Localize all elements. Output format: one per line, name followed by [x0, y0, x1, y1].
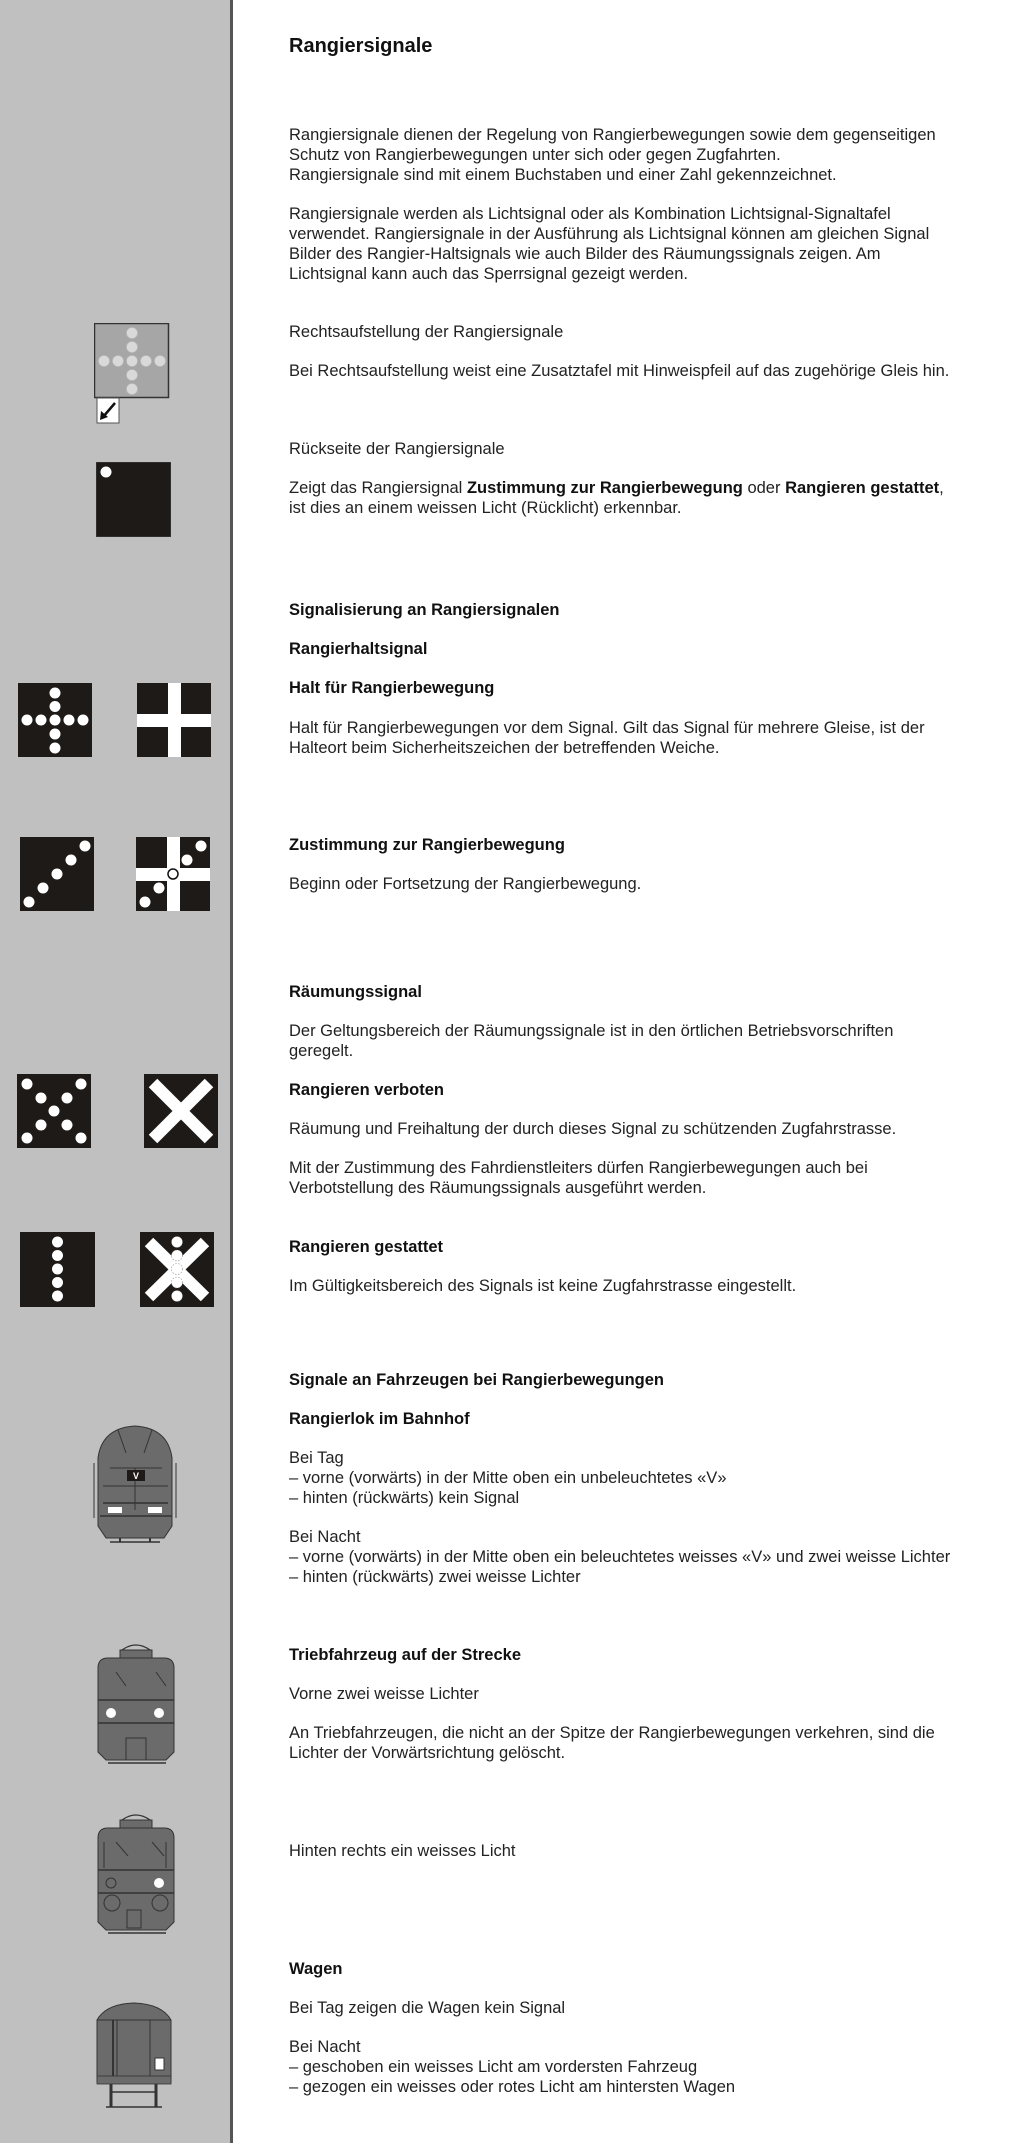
rechtsaufstellung-body: Bei Rechtsaufstellung weist eine Zusatztafel mit Hinweispfeil auf das zugehörige Gleis hin. — [289, 362, 950, 380]
rangierlok-nacht-label: Bei Nacht — [289, 1528, 361, 1546]
gestattet-body: Im Gültigkeitsbereich des Signals ist keine Zugfahrstrasse eingestellt. — [289, 1277, 797, 1295]
rangierlok-tag-label: Bei Tag — [289, 1449, 344, 1467]
rueckseite-signal-icon — [96, 462, 171, 537]
wagen-nacht-item: – gezogen ein weisses oder rotes Licht am hintersten Wagen — [289, 2078, 736, 2096]
fahrzeuge-heading: Signale an Fahrzeugen bei Rangierbewegungen — [289, 1371, 664, 1389]
text: Zeigt das Rangiersignal — [289, 479, 467, 497]
rangierlok-heading: Rangierlok im Bahnhof — [289, 1410, 470, 1428]
rangierhaltsignal-heading: Rangierhaltsignal — [289, 640, 428, 658]
halt-body: Halt für Rangierbewegungen vor dem Signal. Gilt das Signal für mehrere Gleise, ist der — [289, 719, 925, 737]
halt-light-signal-icon — [18, 683, 92, 757]
gestattet-heading: Rangieren gestattet — [289, 1238, 444, 1256]
halt-board-signal-icon — [137, 683, 211, 757]
intro-line: verwendet. Rangiersignale in der Ausführung als Lichtsignal können am gleichen Signal — [289, 225, 930, 243]
zustimmung-body: Beginn oder Fortsetzung der Rangierbewegung. — [289, 875, 642, 893]
rueckseite-body — [289, 478, 944, 498]
text: oder — [742, 479, 786, 497]
rangierlok-nacht-item: – hinten (rückwärts) zwei weisse Lichter — [289, 1568, 581, 1586]
wagen-heading: Wagen — [289, 1960, 343, 1978]
verboten-body: Verbotstellung des Räumungssignals ausgeführt werden. — [289, 1179, 707, 1197]
verboten-body: Mit der Zustimmung des Fahrdienstleiters dürfen Rangierbewegungen auch bei — [289, 1159, 868, 1177]
intro-line: Rangiersignale sind mit einem Buchstaben und einer Zahl gekennzeichnet. — [289, 166, 837, 184]
gestattet-combined-signal-icon — [140, 1232, 214, 1307]
wagen-nacht-label: Bei Nacht — [289, 2038, 361, 2056]
signalisierung-heading: Signalisierung an Rangiersignalen — [289, 601, 560, 619]
rangierlok-front-icon — [88, 1418, 182, 1550]
verboten-light-signal-icon — [17, 1074, 91, 1148]
v-sign-label: V — [132, 1471, 140, 1481]
text: , — [939, 479, 944, 497]
bold-term: Zustimmung zur Rangierbewegung — [466, 479, 743, 497]
verboten-heading: Rangieren verboten — [289, 1081, 444, 1099]
page-title: Rangiersignale — [289, 35, 433, 57]
triebfahrzeug-heading: Triebfahrzeug auf der Strecke — [289, 1646, 521, 1664]
rangierlok-nacht-item: – vorne (vorwärts) in der Mitte oben ein beleuchtetes weisses «V» und zwei weisse Lichter — [289, 1548, 951, 1566]
verboten-body: Räumung und Freihaltung der durch dieses Signal zu schützenden Zugfahrstrasse. — [289, 1120, 897, 1138]
rechtsaufstellung-signal-icon — [94, 323, 170, 425]
rangierlok-tag-item: – hinten (rückwärts) kein Signal — [289, 1489, 520, 1507]
rangierlok-tag-item: – vorne (vorwärts) in der Mitte oben ein unbeleuchtetes «V» — [289, 1469, 727, 1487]
raeumung-heading: Räumungssignal — [289, 983, 422, 1001]
rechtsaufstellung-heading: Rechtsaufstellung der Rangiersignale — [289, 323, 564, 341]
wagen-tag: Bei Tag zeigen die Wagen kein Signal — [289, 1999, 566, 2017]
raeumung-body: Der Geltungsbereich der Räumungssignale ist in den örtlichen Betriebsvorschriften — [289, 1022, 894, 1040]
triebfahrzeug-front-icon — [90, 1640, 182, 1768]
triebfahrzeug-body: Vorne zwei weisse Lichter — [289, 1685, 479, 1703]
intro-line: Rangiersignale werden als Lichtsignal oder als Kombination Lichtsignal-Signaltafel — [289, 205, 891, 223]
intro-line: Rangiersignale dienen der Regelung von Rangierbewegungen sowie dem gegenseitigen — [289, 126, 936, 144]
wagen-icon — [96, 2000, 172, 2108]
triebfahrzeug-rear-icon — [90, 1810, 182, 1938]
wagen-nacht-item: – geschoben ein weisses Licht am vordersten Fahrzeug — [289, 2058, 698, 2076]
triebfahrzeug-body: An Triebfahrzeugen, die nicht an der Spitze der Rangierbewegungen verkehren, sind die — [289, 1724, 935, 1742]
halt-heading: Halt für Rangierbewegung — [289, 679, 495, 697]
triebfahrzeug-hinten: Hinten rechts ein weisses Licht — [289, 1842, 516, 1860]
rueckseite-body-line2: ist dies an einem weissen Licht (Rücklicht) erkennbar. — [289, 499, 682, 517]
zustimmung-heading: Zustimmung zur Rangierbewegung — [289, 836, 565, 854]
verboten-board-signal-icon — [144, 1074, 218, 1148]
intro-line: Bilder des Rangier-Haltsignals wie auch Bilder des Räumungssignals zeigen. Am — [289, 245, 881, 263]
zustimmung-light-signal-icon — [20, 837, 94, 911]
intro-line: Lichtsignal kann auch das Sperrsignal gezeigt werden. — [289, 265, 688, 283]
gestattet-light-signal-icon — [20, 1232, 95, 1307]
bold-term: Rangieren gestattet — [785, 479, 940, 497]
halt-body: Halteort beim Sicherheitszeichen der betreffenden Weiche. — [289, 739, 720, 757]
triebfahrzeug-body: Lichter der Vorwärtsrichtung gelöscht. — [289, 1744, 566, 1762]
sidebar-divider — [230, 0, 233, 2143]
raeumung-body: geregelt. — [289, 1042, 354, 1060]
zustimmung-combined-signal-icon — [136, 837, 210, 911]
rueckseite-heading: Rückseite der Rangiersignale — [289, 440, 505, 458]
intro-line: Schutz von Rangierbewegungen unter sich oder gegen Zugfahrten. — [289, 146, 781, 164]
